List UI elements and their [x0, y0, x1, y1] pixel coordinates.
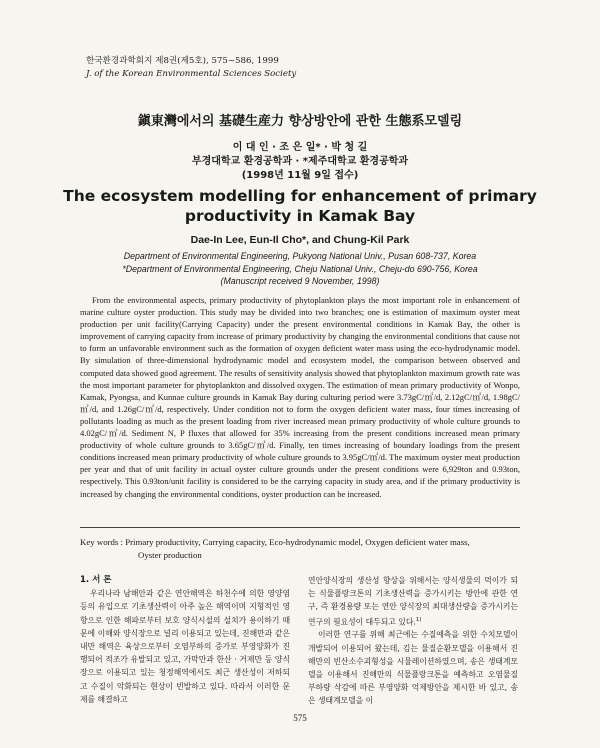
- korean-affiliations: 부경대학교 환경공학과 · *제주대학교 환경공학과: [191, 156, 409, 167]
- body-column-right: [308, 574, 518, 708]
- keywords-text-1: Primary productivity, Carrying capacity, Eco-hydrodynamic model, Oxygen deficient water mass,: [125, 537, 470, 547]
- section-heading-introduction: 1. 서 론: [80, 575, 112, 585]
- keywords-divider: [80, 527, 520, 528]
- body-column-left: [80, 574, 290, 706]
- english-received-date: (Manuscript received 9 November, 1998): [220, 276, 380, 286]
- english-title: [0, 186, 600, 226]
- keywords-label: Key words :: [80, 537, 124, 547]
- journal-citation-ko: 한국환경과학회지 제8권(제5호), 575~586, 1999: [86, 56, 279, 66]
- english-title-line-2: productivity in Kamak Bay: [184, 207, 416, 225]
- korean-author-block: [0, 141, 600, 183]
- citation-marker: 1): [415, 616, 422, 623]
- journal-name-en: J. of the Korean Environmental Sciences Society: [86, 69, 297, 79]
- korean-authors: 이 대 인 · 조 은 일* · 박 청 길: [232, 142, 368, 153]
- english-affiliations: [0, 250, 600, 288]
- english-authors: Dae-In Lee, Eun-Il Cho*, and Chung-Kil Park: [190, 234, 410, 246]
- intro-paragraph-3: 이러한 연구를 위해 최근에는 수질예측을 위한 수치모델이 개발되어 이용되어 왔는데, 김는 물질순환모델을 이용해서 진해만의 빈산소수괴형성을 시뮬레이션하였으며, 송은 생태계모델을 이용해서 진해만의 식물플랑크톤을 예측하고 오염물질 부하량 삭감에 따른 부영양화 억제방안을 제시한 바 있고, 송은 생태계모델을 이: [308, 630, 518, 706]
- english-title-line-1: The ecosystem modelling for enhancement of primary: [63, 187, 537, 205]
- abstract: From the environmental aspects, primary productivity of phytoplankton plays the most important role in enhancement of marine culture oyster production. This study may be divided into two branches; one is estimation of maximum oyster meat production per unit facility(Carrying Capacity) under the present environmental conditions in Kamak Bay, the other is improvement of carrying capacity from increase of primary productivity by changing the environmental conditions that cause not to form an unfavorable environment such as the formation of oxygen deficient water mass using the eco-hydrodynamic model. By simulation of three-dimensional hydrodynamic model and ecosystem model, the comparison between observed and computed data showed good agreement. The results of sensitivity analysis showed that phytoplankton maximum growth rate was the most important parameter for phytoplankton and dissolved oxygen. The estimation of mean primary productivity of Wonpo, Kamak, Pyongsa, and Kunnae culture grounds in Kamak Bay during culturing period were 3.73gC/㎡/d, 2.12gC/㎡/d, 1.98gC/㎡/d, and 1.26gC/㎡/d, respectively. Under condition not to form the oxygen deficient water mass, four times increasing of pollutants loading as much as the present loading from river increased mean primary productivity of whole culture grounds to 4.02gC/㎡/d. Sediment N, P fluxes that allowed for 35% increasing from the present conditions increased mean primary productivity of whole culture grounds to 3.65gC/㎡/d. Finally, ten times increasing of boundary loadings from the present conditions increased mean primary productivity of whole culture grounds to 3.95gC/㎡/d. The maximum oyster meat production per year and that of unit facility in actual oyster culture grounds under the present conditions were 6,929ton and 0.93ton, respectively. This 0.93ton/unit facility is considered to be the carrying capacity in study area, and if the primary productivity is increased by changing the environmental conditions, oyster production can be increased.: [80, 295, 520, 499]
- korean-received-date: (1998년 11월 9일 접수): [241, 170, 359, 181]
- affiliation-1: Department of Environmental Engineering, Pukyong National Univ., Pusan 608-737, Korea: [123, 251, 477, 261]
- intro-paragraph-1: 우리나라 남해안과 같은 연안해역은 하천수에 의한 영양염 등의 유입으로 기초생산력이 아주 높은 해역이며 지형적인 영향으로 인한 해파로부터 보호 양식시설의 설치가 용이하기 때문에 이해와 양식장으로 널리 이용되고 있는데, 진해만과 같은 내만 해역은 육상으로부터 오염부하의 증가로 부영양화가 진행되어 적조가 유발되고 있고, 가막만과 한산 · 거제만 등 양식장으로 이용되고 있는 청정해역에서도 최근 생산성이 저하되고 수질이 악화되는 현상이 빈발하고 있다. 따라서 이러한 문제를 해결하고: [80, 589, 290, 704]
- intro-paragraph-2: 연안양식장의 생산성 향상을 위해서는 양식생물의 먹이가 되는 식물플랑크톤의 기초생산력을 증가시키는 방안에 관한 연구, 즉 환경용량 또는 연안 양식장의 최대생산량을 증가시키는 연구의 필요성이 대두되고 있다.$^{1)}$: [308, 576, 518, 627]
- page-number: 575: [293, 713, 307, 723]
- keywords: [80, 536, 520, 561]
- korean-title: 鎭東灣에서의 基礎生産力 향상방안에 관한 生態系모델링: [137, 114, 463, 129]
- affiliation-2: *Department of Environmental Engineering, Cheju National Univ., Cheju-do 690-756, Korea: [122, 263, 478, 274]
- journal-header: [86, 55, 296, 81]
- keywords-text-2: Oyster production: [138, 549, 202, 560]
